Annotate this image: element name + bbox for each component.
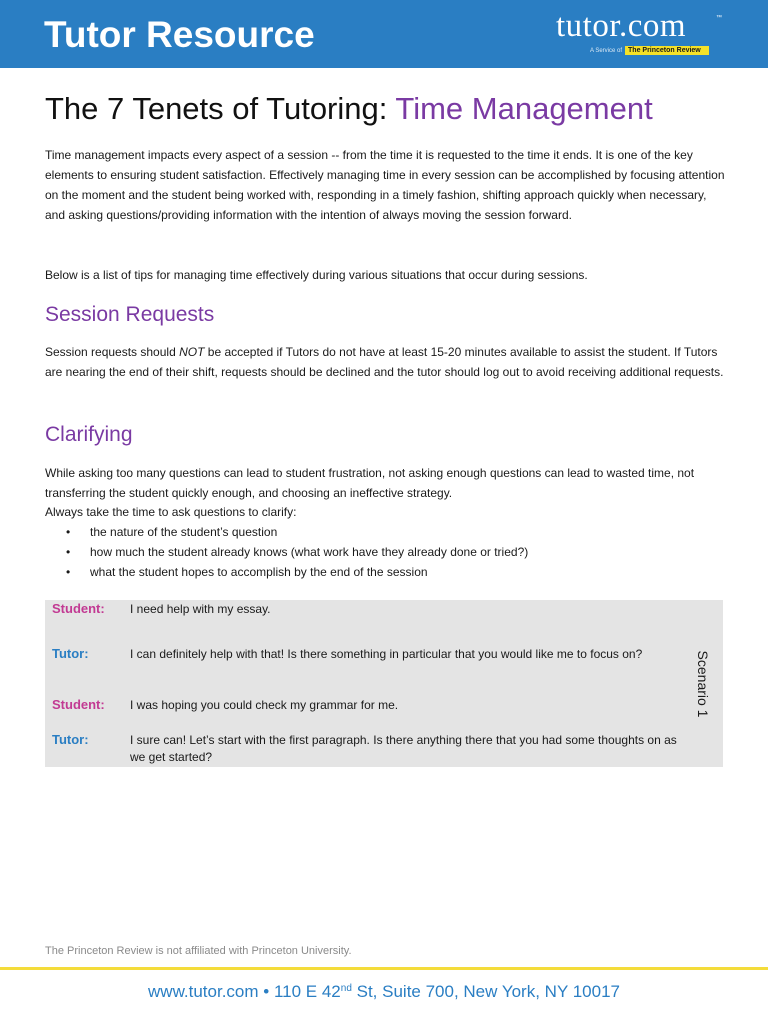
scenario-box bbox=[45, 600, 723, 767]
footer-contact bbox=[0, 982, 768, 1002]
page-title bbox=[45, 91, 653, 127]
session-requests-text-b: be accepted if Tutors do not have at least 15-20 minutes available to assist the student. If Tutors are nearing the end of their shift, requests should be declined and the tutor should log out to avoid receiving additional requests. bbox=[45, 345, 724, 379]
header-bar bbox=[0, 0, 768, 68]
tips-intro-paragraph: Below is a list of tips for managing time effectively during various situations that occur during sessions. bbox=[45, 268, 588, 282]
footer-address-b: St, Suite 700, New York, NY 10017 bbox=[351, 982, 620, 1001]
list-item-text: what the student hopes to accomplish by the end of the session bbox=[90, 565, 428, 579]
footer-separator: • bbox=[258, 982, 274, 1001]
list-item-text: how much the student already knows (what work have they already done or tried?) bbox=[90, 545, 529, 559]
scenario-label-text: Scenario 1 bbox=[695, 650, 711, 718]
princeton-review-badge: The Princeton Review bbox=[625, 46, 709, 55]
clarifying-lead: Always take the time to ask questions to clarify: bbox=[45, 505, 297, 519]
dialogue-line: I was hoping you could check my grammar for me. bbox=[130, 698, 399, 712]
speaker-tutor: Tutor: bbox=[52, 732, 89, 747]
session-requests-heading: Session Requests bbox=[45, 303, 215, 326]
clarifying-heading: Clarifying bbox=[45, 423, 133, 446]
header-title: Tutor Resource bbox=[44, 14, 315, 55]
speaker-student: Student: bbox=[52, 601, 105, 616]
session-requests-text-a: Session requests should bbox=[45, 345, 180, 359]
speaker-student: Student: bbox=[52, 697, 105, 712]
list-item bbox=[66, 522, 528, 542]
list-item bbox=[66, 542, 528, 562]
list-item bbox=[66, 562, 528, 582]
logo-service-of: A Service of bbox=[590, 47, 623, 54]
bullet-icon: • bbox=[66, 545, 71, 559]
clarifying-bullet-list bbox=[66, 522, 528, 582]
list-item-text: the nature of the student’s question bbox=[90, 525, 278, 539]
session-requests-emphasis: NOT bbox=[179, 345, 205, 359]
page-title-accent: Time Management bbox=[395, 91, 653, 126]
scenario-label bbox=[685, 644, 721, 724]
footer-address-sup: nd bbox=[340, 983, 352, 994]
logo-trademark: ™ bbox=[716, 15, 722, 21]
session-requests-paragraph bbox=[45, 342, 725, 382]
tutor-com-logo bbox=[556, 8, 726, 60]
dialogue-line: I need help with my essay. bbox=[130, 602, 271, 616]
dialogue-line: I sure can! Let’s start with the first paragraph. Is there anything there that you had some thoughts on as we get started? bbox=[130, 733, 677, 764]
logo-subline bbox=[590, 45, 709, 56]
logo-text: tutor.com bbox=[556, 8, 687, 44]
page-title-main: The 7 Tenets of Tutoring: bbox=[45, 91, 396, 126]
clarifying-paragraph: While asking too many questions can lead to student frustration, not asking enough questions can lead to wasted time, not transferring the student quickly enough, and choosing an ineffective strategy. bbox=[45, 466, 695, 500]
footer-divider bbox=[0, 967, 768, 970]
speaker-tutor: Tutor: bbox=[52, 646, 89, 661]
disclaimer: The Princeton Review is not affiliated with Princeton University. bbox=[45, 945, 352, 957]
bullet-icon: • bbox=[66, 525, 71, 539]
footer-url: www.tutor.com bbox=[148, 982, 259, 1001]
intro-paragraph: Time management impacts every aspect of a session -- from the time it is requested to the time it ends. It is one of the key elements to ensuring student satisfaction. Effectively managing time in every session can be accomplished by focusing attention on the moment and the student being worked with, responding in a timely fashion, shifting approach quickly when necessary, and asking questions/providing information with the intention of always moving the session forward. bbox=[45, 148, 725, 222]
footer-address-a: 110 E 42 bbox=[273, 982, 341, 1001]
bullet-icon: • bbox=[66, 565, 71, 579]
dialogue-line: I can definitely help with that! Is there something in particular that you would like me to focus on? bbox=[130, 647, 643, 661]
